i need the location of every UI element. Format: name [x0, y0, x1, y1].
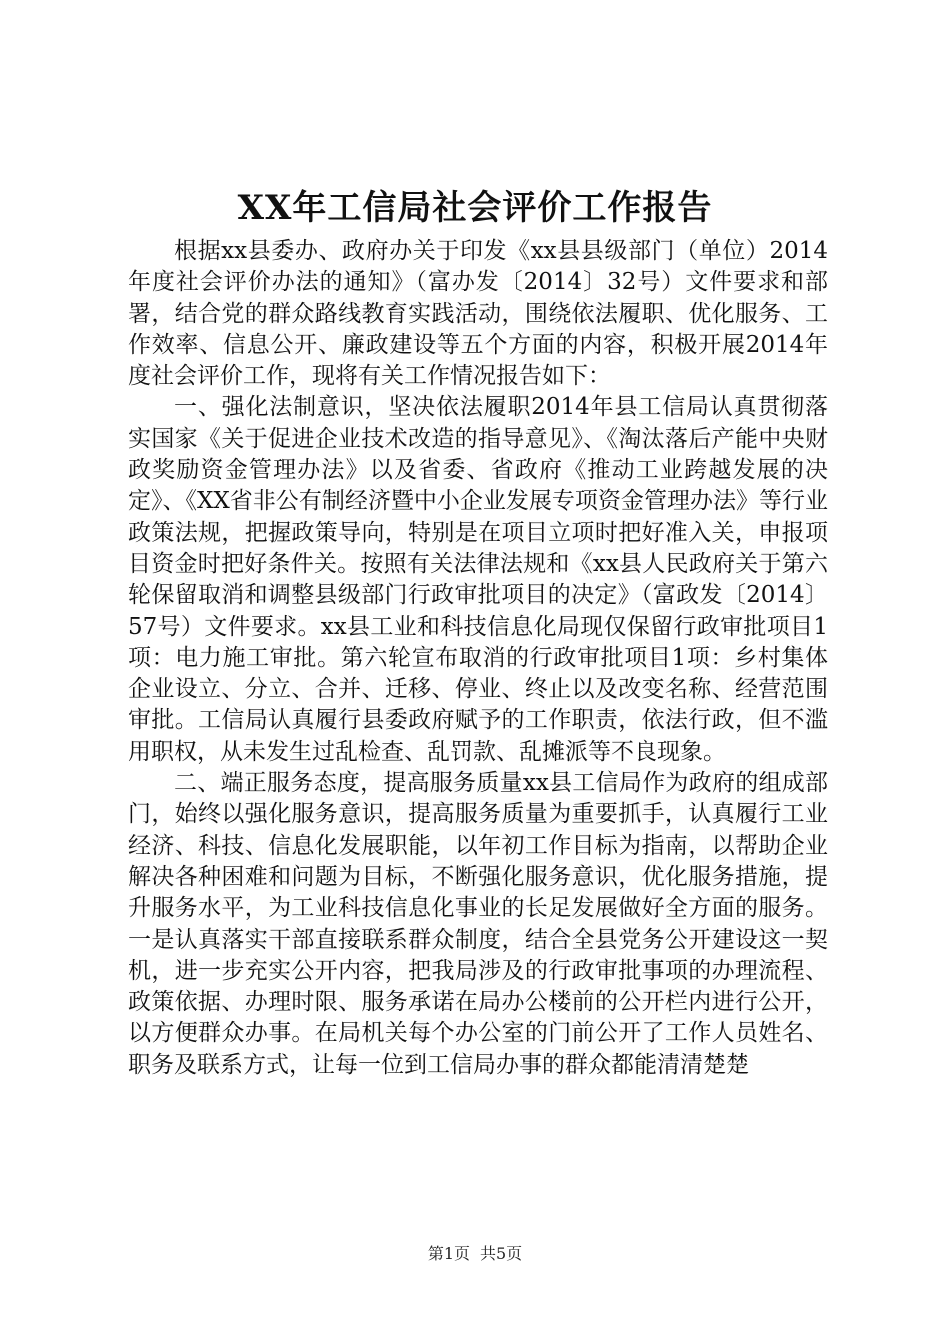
document-body [128, 236, 828, 1081]
paragraph-section-one: 一、强化法制意识，坚决依法履职2014年县工信局认真贯彻落实国家《关于促进企业技术改造的指导意见》、《淘汰落后产能中央财政奖励资金管理办法》以及省委、省政府《推动工业跨越发展的决定》、《XX省非公有制经济暨中小企业发展专项资金管理办法》等行业政策法规，把握政策导向，特别是在项目立项时把好准入关，申报项目资金时把好条件关。按照有关法律法规和《xx县人民政府关于第六轮保留取消和调整县级部门行政审批项目的决定》（富政发〔2014〕57号）文件要求。xx县工业和科技信息化局现仅保留行政审批项目1项：电力施工审批。第六轮宣布取消的行政审批项目1项：乡村集体企业设立、分立、合并、迁移、停业、终止以及改变名称、经营范围审批。工信局认真履行县委政府赋予的工作职责，依法行政，但不滥用职权，从未发生过乱检查、乱罚款、乱摊派等不良现象。 [128, 394, 828, 765]
page-number: 第1页 [427, 1244, 470, 1263]
page-total: 共5页 [480, 1244, 523, 1263]
document-title: XX年工信局社会评价工作报告 [237, 188, 713, 228]
paragraph-intro: 根据xx县委办、政府办关于印发《xx县县级部门（单位）2014年度社会评价办法的通知》（富办发〔2014〕32号）文件要求和部署，结合党的群众路线教育实践活动，围绕依法履职、优化服务、工作效率、信息公开、廉政建设等五个方面的内容，积极开展2014年度社会评价工作，现将有关工作情况报告如下： [128, 238, 828, 390]
page-footer [0, 1244, 950, 1264]
paragraph-section-two: 二、端正服务态度，提高服务质量xx县工信局作为政府的组成部门，始终以强化服务意识，提高服务质量为重要抓手，认真履行工业经济、科技、信息化发展职能，以年初工作目标为指南，以帮助企业解决各种困难和问题为目标，不断强化服务意识，优化服务措施，提升服务水平，为工业科技信息化事业的长足发展做好全方面的服务。一是认真落实干部直接联系群众制度，结合全县党务公开建设这一契机，进一步充实公开内容，把我局涉及的行政审批事项的办理流程、政策依据、办理时限、服务承诺在局办公楼前的公开栏内进行公开，以方便群众办事。在局机关每个办公室的门前公开了工作人员姓名、职务及联系方式，让每一位到工信局办事的群众都能清清楚楚 [128, 770, 828, 1078]
